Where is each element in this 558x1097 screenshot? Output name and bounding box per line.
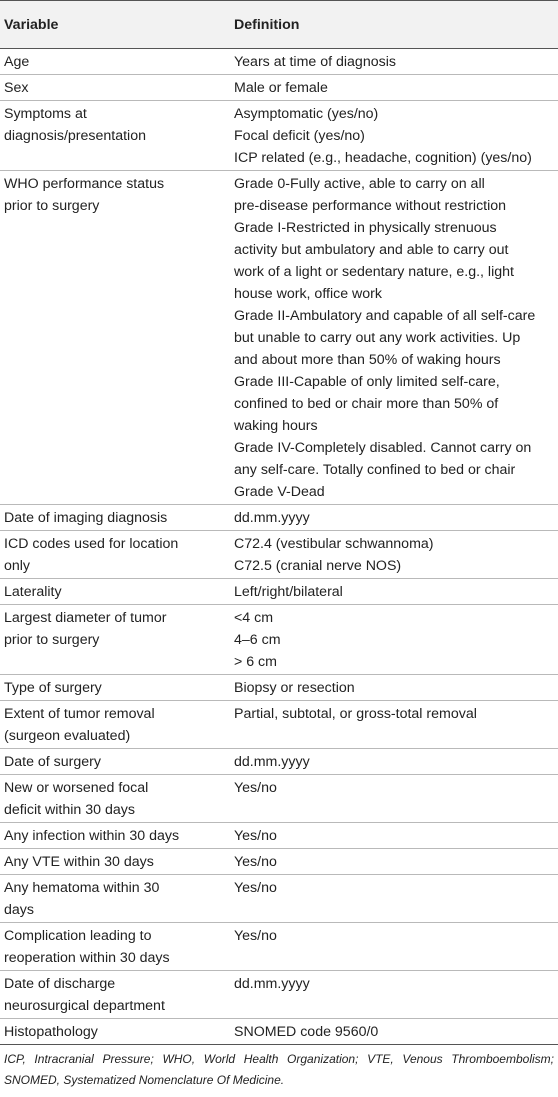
definition-text: confined to bed or chair more than 50% of: [234, 396, 499, 412]
variable-text: Laterality: [4, 584, 62, 600]
variable-cell: [0, 505, 231, 531]
definition-text: <4 cm: [234, 610, 274, 626]
variable-text: New or worsened focal: [4, 780, 149, 796]
definition-cell: [231, 749, 558, 775]
variable-text: days: [4, 902, 34, 918]
definition-text: Grade 0-Fully active, able to carry on all: [234, 176, 485, 192]
variable-text: Complication leading to: [4, 928, 152, 944]
definition-text: C72.4 (vestibular schwannoma): [234, 536, 434, 552]
definition-text: Yes/no: [234, 828, 277, 844]
definition-text: Years at time of diagnosis: [234, 54, 396, 70]
definition-text: and about more than 50% of waking hours: [234, 352, 501, 368]
definition-text: Focal deficit (yes/no): [234, 128, 365, 144]
variable-cell: [0, 701, 231, 749]
table-row: [0, 531, 558, 579]
definition-text: dd.mm.yyyy: [234, 510, 310, 526]
variable-text: (surgeon evaluated): [4, 728, 131, 744]
variable-text: deficit within 30 days: [4, 802, 135, 818]
variable-cell: [0, 675, 231, 701]
variable-text: Largest diameter of tumor: [4, 610, 167, 626]
definition-text: Yes/no: [234, 854, 277, 870]
definition-text: Partial, subtotal, or gross-total removal: [234, 706, 477, 722]
definition-text: Grade III-Capable of only limited self-care,: [234, 374, 500, 390]
variable-text: Date of surgery: [4, 754, 101, 770]
table-row: [0, 701, 558, 749]
definition-cell: [231, 75, 558, 101]
variable-text: Date of imaging diagnosis: [4, 510, 168, 526]
definition-text: Biopsy or resection: [234, 680, 355, 696]
definition-text: 4–6 cm: [234, 632, 281, 648]
definition-text: Yes/no: [234, 780, 277, 796]
variable-text: WHO performance status: [4, 176, 165, 192]
definition-text: Grade V-Dead: [234, 484, 325, 500]
variable-cell: [0, 749, 231, 775]
variable-text: neurosurgical department: [4, 998, 165, 1014]
variable-text: prior to surgery: [4, 198, 100, 214]
definition-cell: [231, 701, 558, 749]
definition-cell: [231, 775, 558, 823]
definition-text: Yes/no: [234, 928, 277, 944]
variable-cell: [0, 579, 231, 605]
variable-cell: [0, 971, 231, 1019]
table-row: [0, 505, 558, 531]
variable-text: only: [4, 558, 31, 574]
header-variable: Variable: [4, 16, 59, 33]
definition-cell: [231, 875, 558, 923]
variable-cell: [0, 75, 231, 101]
variable-text: Date of discharge: [4, 976, 116, 992]
variable-text: Any infection within 30 days: [4, 828, 180, 844]
variable-text: Extent of tumor removal: [4, 706, 155, 722]
definition-cell: [231, 675, 558, 701]
definition-cell: [231, 505, 558, 531]
table-row: [0, 775, 558, 823]
definition-text: SNOMED code 9560/0: [234, 1024, 379, 1040]
definition-cell: [231, 823, 558, 849]
variable-cell: [0, 531, 231, 579]
table-row: [0, 101, 558, 171]
definition-text: dd.mm.yyyy: [234, 754, 310, 770]
definition-text: Grade IV-Completely disabled. Cannot carry on: [234, 440, 532, 456]
definition-text: Grade I-Restricted in physically strenuous: [234, 220, 497, 236]
variable-cell: [0, 823, 231, 849]
definition-cell: [231, 1019, 558, 1045]
definition-text: house work, office work: [234, 286, 382, 302]
definition-cell: [231, 605, 558, 675]
variable-text: reoperation within 30 days: [4, 950, 170, 966]
variable-text: Type of surgery: [4, 680, 102, 696]
definition-cell: [231, 49, 558, 75]
variable-cell: [0, 775, 231, 823]
table-row: [0, 675, 558, 701]
table-row: [0, 605, 558, 675]
variable-cell: [0, 171, 231, 505]
table-header-row: [0, 1, 558, 49]
variable-cell: [0, 1019, 231, 1045]
definition-text: > 6 cm: [234, 654, 277, 670]
variable-cell: [0, 849, 231, 875]
definition-text: waking hours: [234, 418, 318, 434]
definition-text: ICP related (e.g., headache, cognition) (yes/no): [234, 150, 532, 166]
variable-cell: [0, 875, 231, 923]
variable-cell: [0, 923, 231, 971]
definition-text: Grade II-Ambulatory and capable of all self-care: [234, 308, 536, 324]
definition-text: Asymptomatic (yes/no): [234, 106, 379, 122]
table-row: [0, 849, 558, 875]
definition-cell: [231, 101, 558, 171]
definition-text: Left/right/bilateral: [234, 584, 343, 600]
definition-text: C72.5 (cranial nerve NOS): [234, 558, 402, 574]
table-row: [0, 579, 558, 605]
variable-text: Sex: [4, 80, 29, 96]
definition-text: Male or female: [234, 80, 328, 96]
table-body: [0, 49, 558, 1045]
table-row: [0, 875, 558, 923]
variable-cell: [0, 101, 231, 171]
variable-cell: [0, 605, 231, 675]
table-row: [0, 749, 558, 775]
definition-cell: [231, 531, 558, 579]
variable-text: Symptoms at: [4, 106, 87, 122]
table-row: [0, 923, 558, 971]
definition-text: Yes/no: [234, 880, 277, 896]
variable-text: prior to surgery: [4, 632, 100, 648]
variable-text: Any VTE within 30 days: [4, 854, 154, 870]
variable-text: Histopathology: [4, 1024, 98, 1040]
variable-text: diagnosis/presentation: [4, 128, 146, 144]
definition-text: pre-disease performance without restriction: [234, 198, 507, 214]
definition-cell: [231, 171, 558, 505]
variable-cell: [0, 49, 231, 75]
definition-cell: [231, 849, 558, 875]
definition-text: any self-care. Totally confined to bed or chair: [234, 462, 516, 478]
table-row: [0, 171, 558, 505]
table-row: [0, 1019, 558, 1045]
definition-cell: [231, 579, 558, 605]
header-definition: Definition: [234, 16, 300, 33]
variable-text: Age: [4, 54, 30, 70]
definition-text: dd.mm.yyyy: [234, 976, 310, 992]
table-row: [0, 49, 558, 75]
definition-cell: [231, 923, 558, 971]
definition-cell: [231, 971, 558, 1019]
definition-text: work of a light or sedentary nature, e.g., light: [234, 264, 514, 280]
definition-text: activity but ambulatory and able to carry out: [234, 242, 509, 258]
variable-text: ICD codes used for location: [4, 536, 179, 552]
table-row: [0, 75, 558, 101]
table-row: [0, 823, 558, 849]
table-footnote: ICP, Intracranial Pressure; WHO, World Health Organization; VTE, Venous Thromboembolism; SNOMED, Systematized Nomenclature Of Medicine.: [4, 1052, 554, 1087]
variable-text: Any hematoma within 30: [4, 880, 160, 896]
definition-text: but unable to carry out any work activities. Up: [234, 330, 521, 346]
table-row: [0, 971, 558, 1019]
